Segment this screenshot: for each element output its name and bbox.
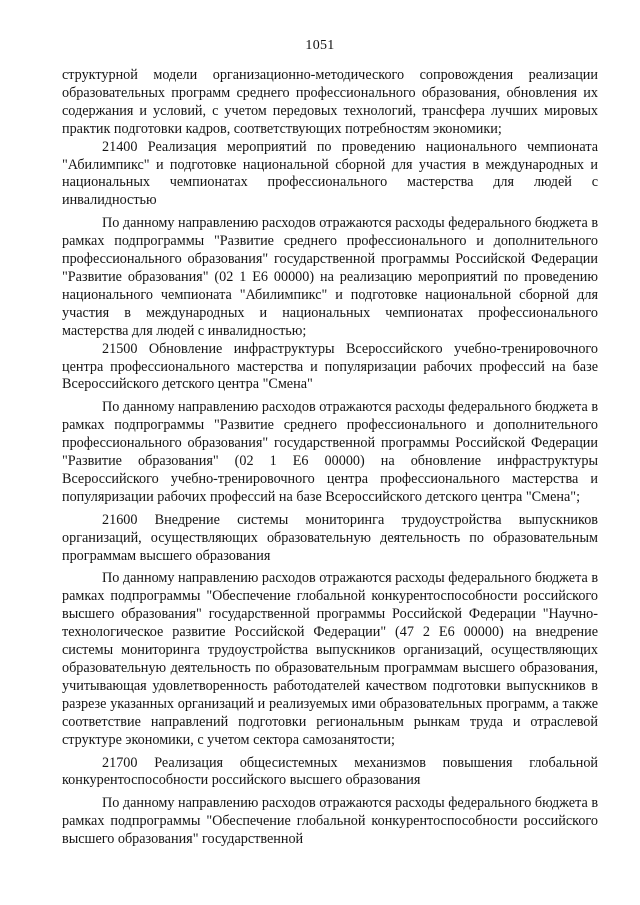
- paragraph-21500-description: По данному направлению расходов отражаются расходы федерального бюджета в рамках подпрограммы "Развитие среднего профессионального и дополнительного профессионального образования" государственной программы Российской Федерации "Развитие образования" (02 1 Е6 00000) на обновление инфраструктуры Всероссийского учебно-тренировочного центра профессионального мастерства и популяризации рабочих профессий на базе Всероссийского детского центра "Смена";: [62, 399, 599, 505]
- paragraph-item-21400: 21400 Реализация мероприятий по проведению национального чемпионата "Абилимпикс" и подготовке национальной сборной для участия в международных и национальных чемпионатах профессионального мастерства для людей с инвалидностью: [62, 138, 598, 209]
- paragraph-item-21500: 21500 Обновление инфраструктуры Всероссийского учебно-тренировочного центра профессионального мастерства и популяризации рабочих профессий на базе Всероссийского детского центра "Смена": [62, 340, 598, 393]
- paragraph-21700-description: По данному направлению расходов отражаются расходы федерального бюджета в рамках подпрограммы "Обеспечение глобальной конкурентоспособности российского высшего образования" государственной: [62, 795, 599, 848]
- document-body: [62, 67, 598, 849]
- paragraph-21400-description: По данному направлению расходов отражаются расходы федерального бюджета в рамках подпрограммы "Развитие среднего профессионального и дополнительного профессионального образования" государственной программы Российской Федерации "Развитие образования" (02 1 Е6 00000) на реализацию мероприятий по проведению национального чемпионата "Абилимпикс" и подготовке национальной сборной для участия в международных и национальных чемпионатах профессионального мастерства для людей с инвалидностью;: [62, 215, 599, 339]
- paragraph-continuation: структурной модели организационно-методического сопровождения реализации образовательных программ среднего профессионального образования, обновления их содержания и условий, с учетом передовых технологий, трансфера лучших мировых практик подготовки кадров, соответствующих потребностям экономики;: [62, 67, 598, 137]
- paragraph-item-21700: 21700 Реализация общесистемных механизмов повышения глобальной конкурентоспособности российского высшего образования: [62, 754, 598, 789]
- page-number: 1051: [305, 38, 335, 53]
- paragraph-21600-description: По данному направлению расходов отражаются расходы федерального бюджета в рамках подпрограммы "Обеспечение глобальной конкурентоспособности российского высшего образования" государственной программы Российской Федерации "Научно-технологическое развитие Российской Федерации" (47 2 Е6 00000) на внедрение системы мониторинга трудоустройства выпускников организаций, осуществляющих образовательную деятельность по образовательным программам высшего образования, учитывающая удовлетворенность работодателей качеством подготовки выпускников в разрезе указанных организаций и реализуемых ими образовательных программ, а также соответствие направлений подготовки региональным рынкам труда и отраслевой структуре экономики, с учетом сектора самозанятости;: [62, 570, 599, 748]
- paragraph-item-21600: 21600 Внедрение системы мониторинга трудоустройства выпускников организаций, осуществляющих образовательную деятельность по образовательным программам высшего образования: [62, 511, 598, 564]
